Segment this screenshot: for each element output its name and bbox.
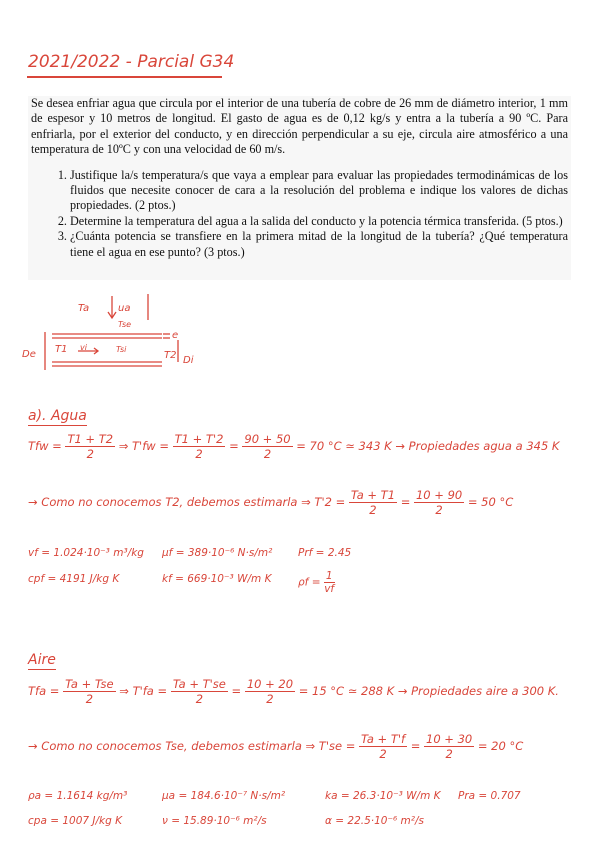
- label-e: e: [172, 330, 179, 341]
- label-t2: T2: [164, 350, 177, 361]
- water-film-temp-equation: Tfw = $\frac{T1 + T2}{2}$ ⇒ T'fw = $\frac{T1 + T'2}{2}$ = $\frac{90 + 50}{2}$ = 70 °C ≃ 343 K → Propiedades agua a 345 K: [28, 432, 560, 461]
- label-ua: ua: [118, 303, 131, 314]
- label-tsi: Tsi: [116, 345, 127, 354]
- pipe-diagram: [0, 290, 600, 390]
- question-item: 3. ¿Cuánta potencia se transfiere en la primera mitad de la longitud de la tubería? ¿Qué temperatura tiene el agua en ese punto? (3 ptos.): [70, 229, 568, 260]
- air-prop-mu: μa = 184.6·10⁻⁷ N·s/m²: [162, 790, 286, 802]
- statement-intro: Se desea enfriar agua que circula por el interior de una tubería de cobre de 26 mm de diámetro interior, 1 mm de espesor y 10 metros de longitud. El gasto de agua es de 0,12 kg/s y entra a la tubería a 90 ºC. Para enfriarla, por el exterior del conducto, y en dirección perpendicular a su eje, circula aire atmosférico a una temperatura de 10ºC y con una velocidad de 60 m/s.: [31, 96, 568, 157]
- water-prop-mu: μf = 389·10⁻⁶ N·s/m²: [162, 547, 273, 559]
- water-t2-estimation: → Como no conocemos T2, debemos estimarla ⇒ T'2 = $\frac{Ta + T1}{2}$ = $\frac{10 + 90}{2}$ = 50 °C: [28, 488, 514, 517]
- air-prop-rho: ρa = 1.1614 kg/m³: [28, 790, 128, 802]
- problem-statement: [28, 96, 571, 280]
- air-prop-k: ka = 26.3·10⁻³ W/m K: [325, 790, 441, 802]
- label-v: vi: [80, 343, 87, 352]
- page-title: 2021/2022 - Parcial G34: [28, 52, 235, 72]
- air-tse-estimation: → Como no conocemos Tse, debemos estimarla ⇒ T'se = $\frac{Ta + T'f}{2}$ = $\frac{10 + 30}{2}$ = 20 °C: [28, 732, 524, 761]
- air-prop-cp: cpa = 1007 J/kg K: [28, 815, 123, 827]
- title-underline: [27, 76, 222, 78]
- label-ta: Ta: [78, 303, 90, 314]
- water-prop-cp: cpf = 4191 J/kg K: [28, 573, 120, 585]
- water-prop-vf: vf = 1.024·10⁻³ m³/kg: [28, 547, 144, 559]
- label-de: De: [22, 349, 36, 360]
- water-prop-k: kf = 669·10⁻³ W/m K: [162, 573, 272, 585]
- section-a-heading: a). Agua: [28, 408, 87, 424]
- label-t1: T1: [55, 344, 68, 355]
- air-prop-alpha: α = 22.5·10⁻⁶ m²/s: [325, 815, 425, 827]
- question-list: [28, 168, 571, 260]
- air-prop-nu: ν = 15.89·10⁻⁶ m²/s: [162, 815, 267, 827]
- label-di: Di: [183, 355, 194, 366]
- air-film-temp-equation: Tfa = $\frac{\text{Ta + Tse}}{2}$ ⇒ T'fa = $\frac{Ta + T'se}{2}$ = $\frac{10 + 20}{2}$ = 15 °C ≃ 288 K → Propiedades aire a 300 K.: [28, 677, 559, 706]
- section-air-heading: Aire: [28, 652, 56, 668]
- water-prop-rho: ρf = $\frac{1}{vf}$: [298, 570, 335, 595]
- question-item: 2. Determine la temperatura del agua a la salida del conducto y la potencia térmica transferida. (5 ptos.): [70, 214, 568, 229]
- water-prop-pr: Prf = 2.45: [298, 547, 352, 559]
- air-prop-pr: Pra = 0.707: [458, 790, 521, 802]
- question-item: 1. Justifique la/s temperatura/s que vaya a emplear para evaluar las propiedades termodinámicas de los fluidos que necesite conocer de cara a la resolución del problema e indique los valores de dichas propiedades. (2 ptos.): [70, 168, 568, 214]
- label-tse: Tse: [118, 320, 132, 329]
